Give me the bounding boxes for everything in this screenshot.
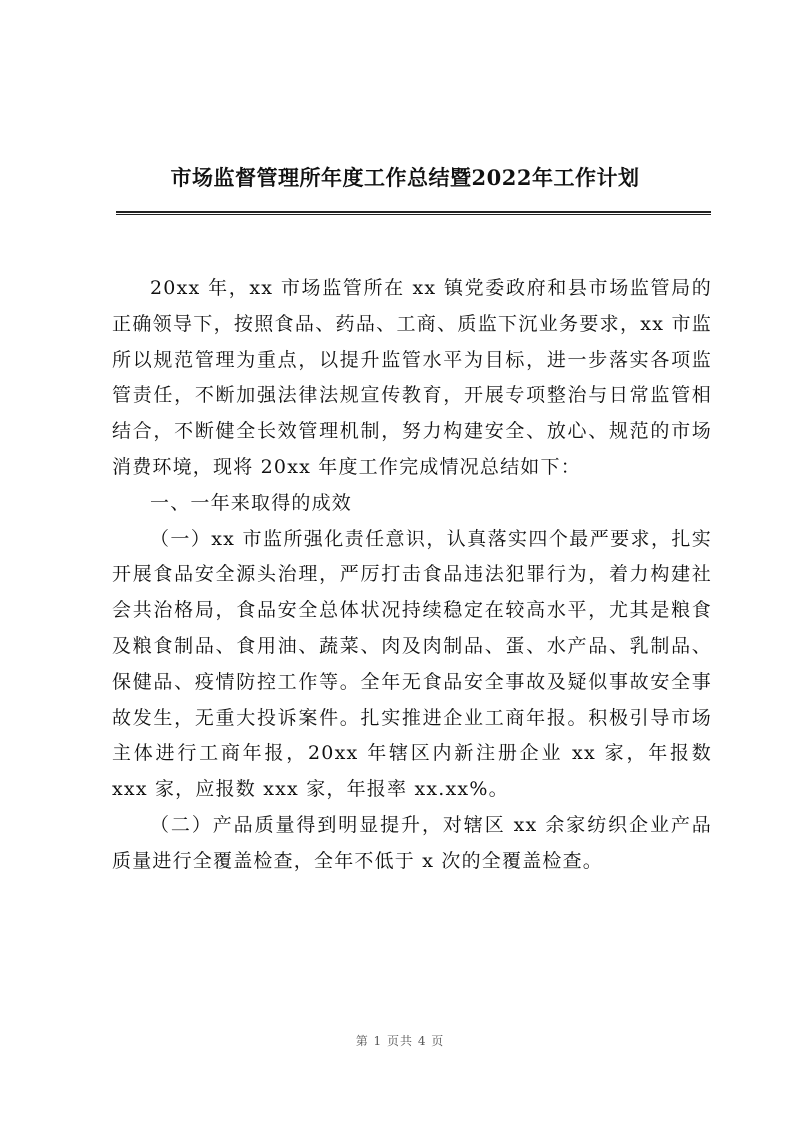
title-divider [116, 211, 711, 215]
section-heading: 一、一年来取得的成效 [150, 491, 353, 514]
page-number-footer: 第 1 页共 4 页 [355, 1034, 445, 1048]
document-body [112, 271, 712, 880]
paragraph-section-1: （一）xx 市监所强化责任意识，认真落实四个最严要求，扎实开展食品安全源头治理，严厉打击食品违法犯罪行为，着力构建社会共治格局，食品安全总体状况持续稳定在较高水平，尤其是粮食及粮食制品、食用油、蔬菜、肉及肉制品、蛋、水产品、乳制品、保健品、疫情防控工作等。全年无食品安全事故及疑似事故安全事故发生，无重大投诉案件。扎实推进企业工商年报。积极引导市场主体进行工商年报，20xx 年辖区内新注册企业 xx 家，年报数 xxx 家，应报数 xxx 家，年报率 xx.xx%。 [112, 527, 712, 801]
page-title: 市场监督管理所年度工作总结暨2022年工作计划 [170, 165, 640, 190]
paragraph-section-2: （二）产品质量得到明显提升，对辖区 xx 余家纺织企业产品质量进行全覆盖检查，全年不低于 x 次的全覆盖检查。 [112, 813, 712, 872]
paragraph-intro: 20xx 年，xx 市场监管所在 xx 镇党委政府和县市场监管局的正确领导下，按照食品、药品、工商、质监下沉业务要求，xx 市监所以规范管理为重点，以提升监管水平为目标，进一步落实各项监管责任，不断加强法律法规宣传教育，开展专项整治与日常监管相结合，不断健全长效管理机制，努力构建安全、放心、规范的市场消费环境，现将 20xx 年度工作完成情况总结如下： [112, 277, 712, 478]
